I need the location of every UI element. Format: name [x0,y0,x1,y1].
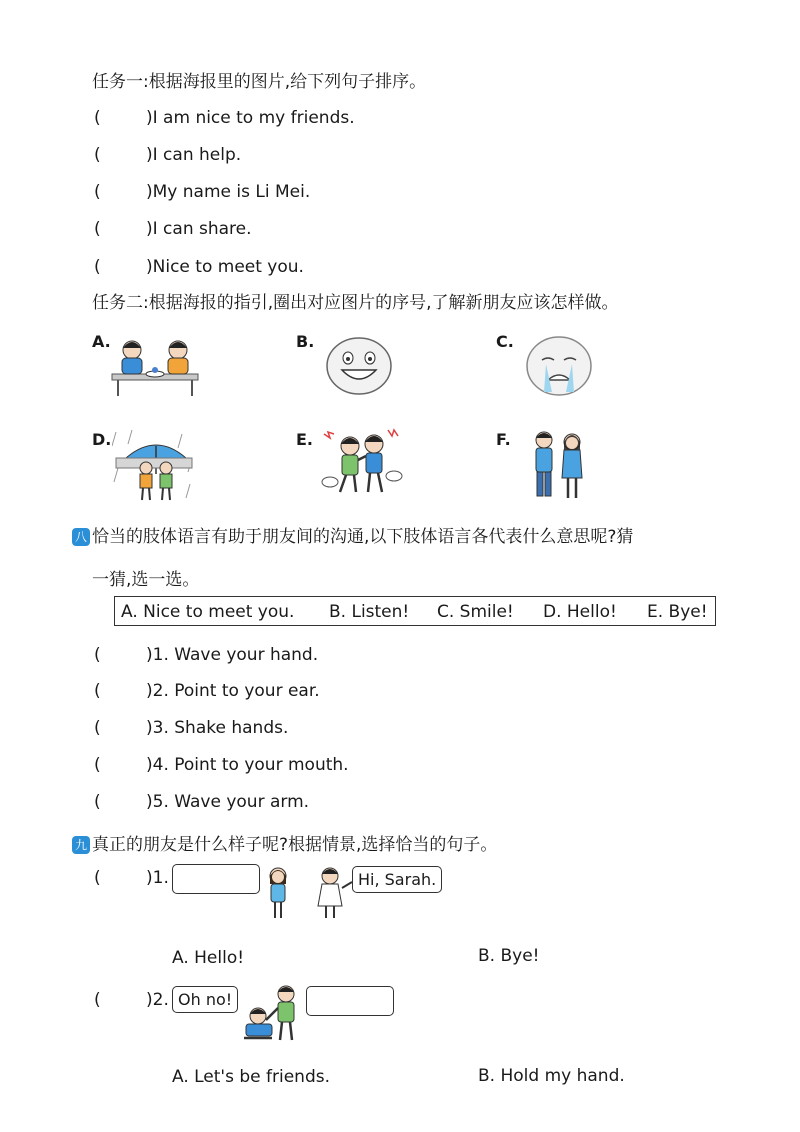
open-paren: ( [94,990,101,1010]
open-paren: ( [94,108,101,128]
q1-two-kids-illustration [258,864,358,920]
open-paren: ( [94,868,101,888]
open-paren: ( [94,645,101,665]
close-paren: ) [146,145,153,165]
q2-helping-kids-illustration [236,982,312,1046]
gesture-text: 1. Wave your hand. [152,645,319,665]
section-9-badge: 九 [72,836,90,854]
section-8-heading [72,522,633,547]
section-8-heading-line1: 恰当的肢体语言有助于朋友间的沟通,以下肢体语言各代表什么意思呢?猜 [92,527,634,547]
close-paren: ) [146,645,153,665]
section8-item-2 [94,683,320,700]
task1-item-4 [94,221,252,238]
section-9-heading [72,830,497,855]
choice-a: A. Nice to meet you. [121,602,295,622]
q2-speech-bubble: Oh no! [172,986,238,1013]
sentence-text: I am nice to my friends. [152,108,355,128]
q2-option-b[interactable]: B. Hold my hand. [478,1066,625,1086]
q1-option-b[interactable]: B. Bye! [478,946,540,966]
sentence-text: My name is Li Mei. [152,182,311,202]
close-paren: ) [146,257,153,277]
close-paren: ) [146,990,153,1010]
q1-number-line [94,870,169,887]
close-paren: ) [146,681,153,701]
option-b-label[interactable]: B. [296,332,315,351]
section8-item-3 [94,720,288,737]
close-paren: ) [146,755,153,775]
smiling-face-icon [324,336,394,396]
close-paren: ) [146,868,153,888]
section-8-heading-line2: 一猜,选一选。 [92,570,200,590]
option-d-label[interactable]: D. [92,430,112,449]
task1-item-1 [94,110,355,127]
choice-c: C. Smile! [437,602,514,622]
q2-number-line [94,992,169,1009]
gesture-text: 3. Shake hands. [152,718,289,738]
task1-item-5 [94,259,304,276]
question-number: 2. [152,990,169,1010]
open-paren: ( [94,718,101,738]
fighting-kids-illustration [318,426,404,500]
section8-item-1 [94,647,318,664]
task2-heading: 任务二:根据海报的指引,圈出对应图片的序号,了解新朋友应该怎样做。 [92,293,619,313]
section-8-badge: 八 [72,528,90,546]
choices-box [114,596,716,626]
task1-item-3 [94,184,310,201]
option-c-label[interactable]: C. [496,332,514,351]
section8-item-5 [94,794,309,811]
choice-b: B. Listen! [329,602,410,622]
sharing-kids-illustration [110,336,200,398]
boy-and-girl-illustration [526,428,590,504]
task1-heading: 任务一:根据海报里的图片,给下列句子排序。 [92,72,427,92]
sentence-text: I can help. [152,145,242,165]
close-paren: ) [146,792,153,812]
open-paren: ( [94,145,101,165]
option-e-label[interactable]: E. [296,430,314,449]
q1-empty-bubble[interactable] [172,864,260,894]
open-paren: ( [94,219,101,239]
close-paren: ) [146,182,153,202]
sentence-text: I can share. [152,219,252,239]
option-f-label[interactable]: F. [496,430,511,449]
task1-item-2 [94,147,241,164]
option-a-label[interactable]: A. [92,332,111,351]
choice-e: E. Bye! [647,602,708,622]
gesture-text: 2. Point to your ear. [152,681,320,701]
open-paren: ( [94,792,101,812]
open-paren: ( [94,257,101,277]
section8-item-4 [94,757,349,774]
crying-face-icon [522,334,596,408]
section-9-heading-text: 真正的朋友是什么样子呢?根据情景,选择恰当的句子。 [92,835,498,855]
open-paren: ( [94,681,101,701]
q1-speech-bubble: Hi, Sarah. [352,866,442,893]
q2-empty-bubble[interactable] [306,986,394,1016]
question-number: 1. [152,868,169,888]
q2-option-a[interactable]: A. Let's be friends. [172,1067,331,1087]
choice-d: D. Hello! [543,602,617,622]
close-paren: ) [146,108,153,128]
sentence-text: Nice to meet you. [152,257,304,277]
open-paren: ( [94,182,101,202]
q1-option-a[interactable]: A. Hello! [172,948,245,968]
close-paren: ) [146,219,153,239]
umbrella-kids-illustration [112,428,196,504]
gesture-text: 5. Wave your arm. [152,792,310,812]
close-paren: ) [146,718,153,738]
open-paren: ( [94,755,101,775]
gesture-text: 4. Point to your mouth. [152,755,349,775]
